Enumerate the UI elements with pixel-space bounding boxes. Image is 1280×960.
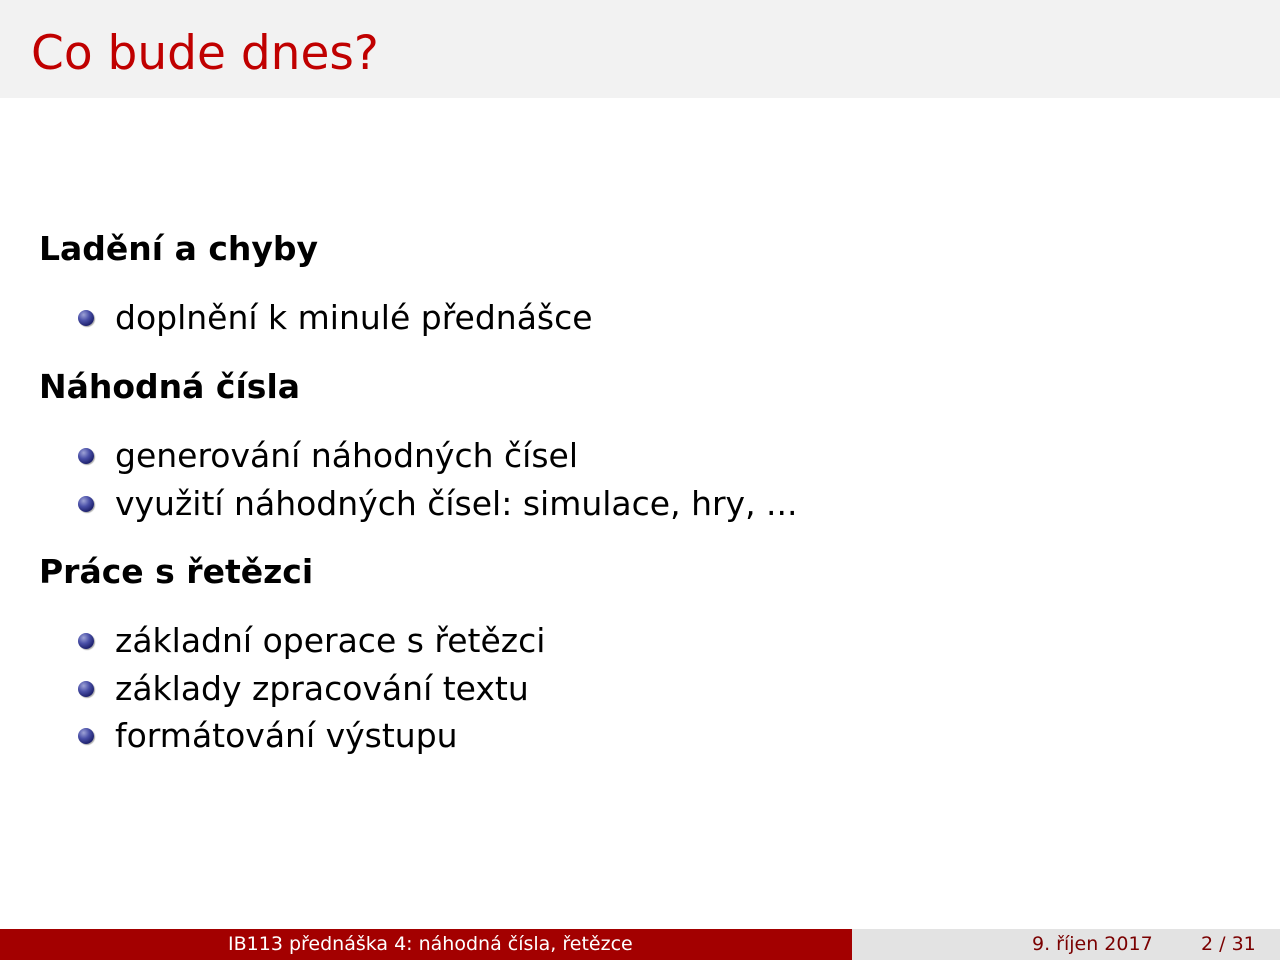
bullet-icon — [78, 448, 94, 464]
list-item-text: základní operace s řetězci — [115, 621, 546, 660]
slide-title: Co bude dnes? — [31, 26, 379, 81]
bullet-icon — [78, 681, 94, 697]
slide-footer — [0, 929, 1280, 960]
footer-date: 9. říjen 2017 — [1032, 933, 1153, 955]
section-heading-debugging: Ladění a chyby — [39, 229, 319, 268]
bullet-icon — [78, 310, 94, 326]
bullet-icon — [78, 633, 94, 649]
section-heading-random-numbers: Náhodná čísla — [39, 367, 301, 406]
page-number: 2 / 31 — [1201, 933, 1256, 955]
list-item-text: doplnění k minulé přednášce — [115, 298, 593, 337]
list-item-text: generování náhodných čísel — [115, 436, 578, 475]
footer-info-bar — [852, 929, 1280, 960]
list-item-text: využití náhodných čísel: simulace, hry, ... — [115, 484, 798, 523]
footer-lecture-bar — [0, 929, 852, 960]
list-item-text: základy zpracování textu — [115, 669, 529, 708]
section-heading-strings: Práce s řetězci — [39, 552, 314, 591]
list-item-text: formátování výstupu — [115, 716, 458, 755]
bullet-icon — [78, 496, 94, 512]
bullet-icon — [78, 728, 94, 744]
footer-lecture-title: IB113 přednáška 4: náhodná čísla, řetězce — [228, 933, 633, 955]
